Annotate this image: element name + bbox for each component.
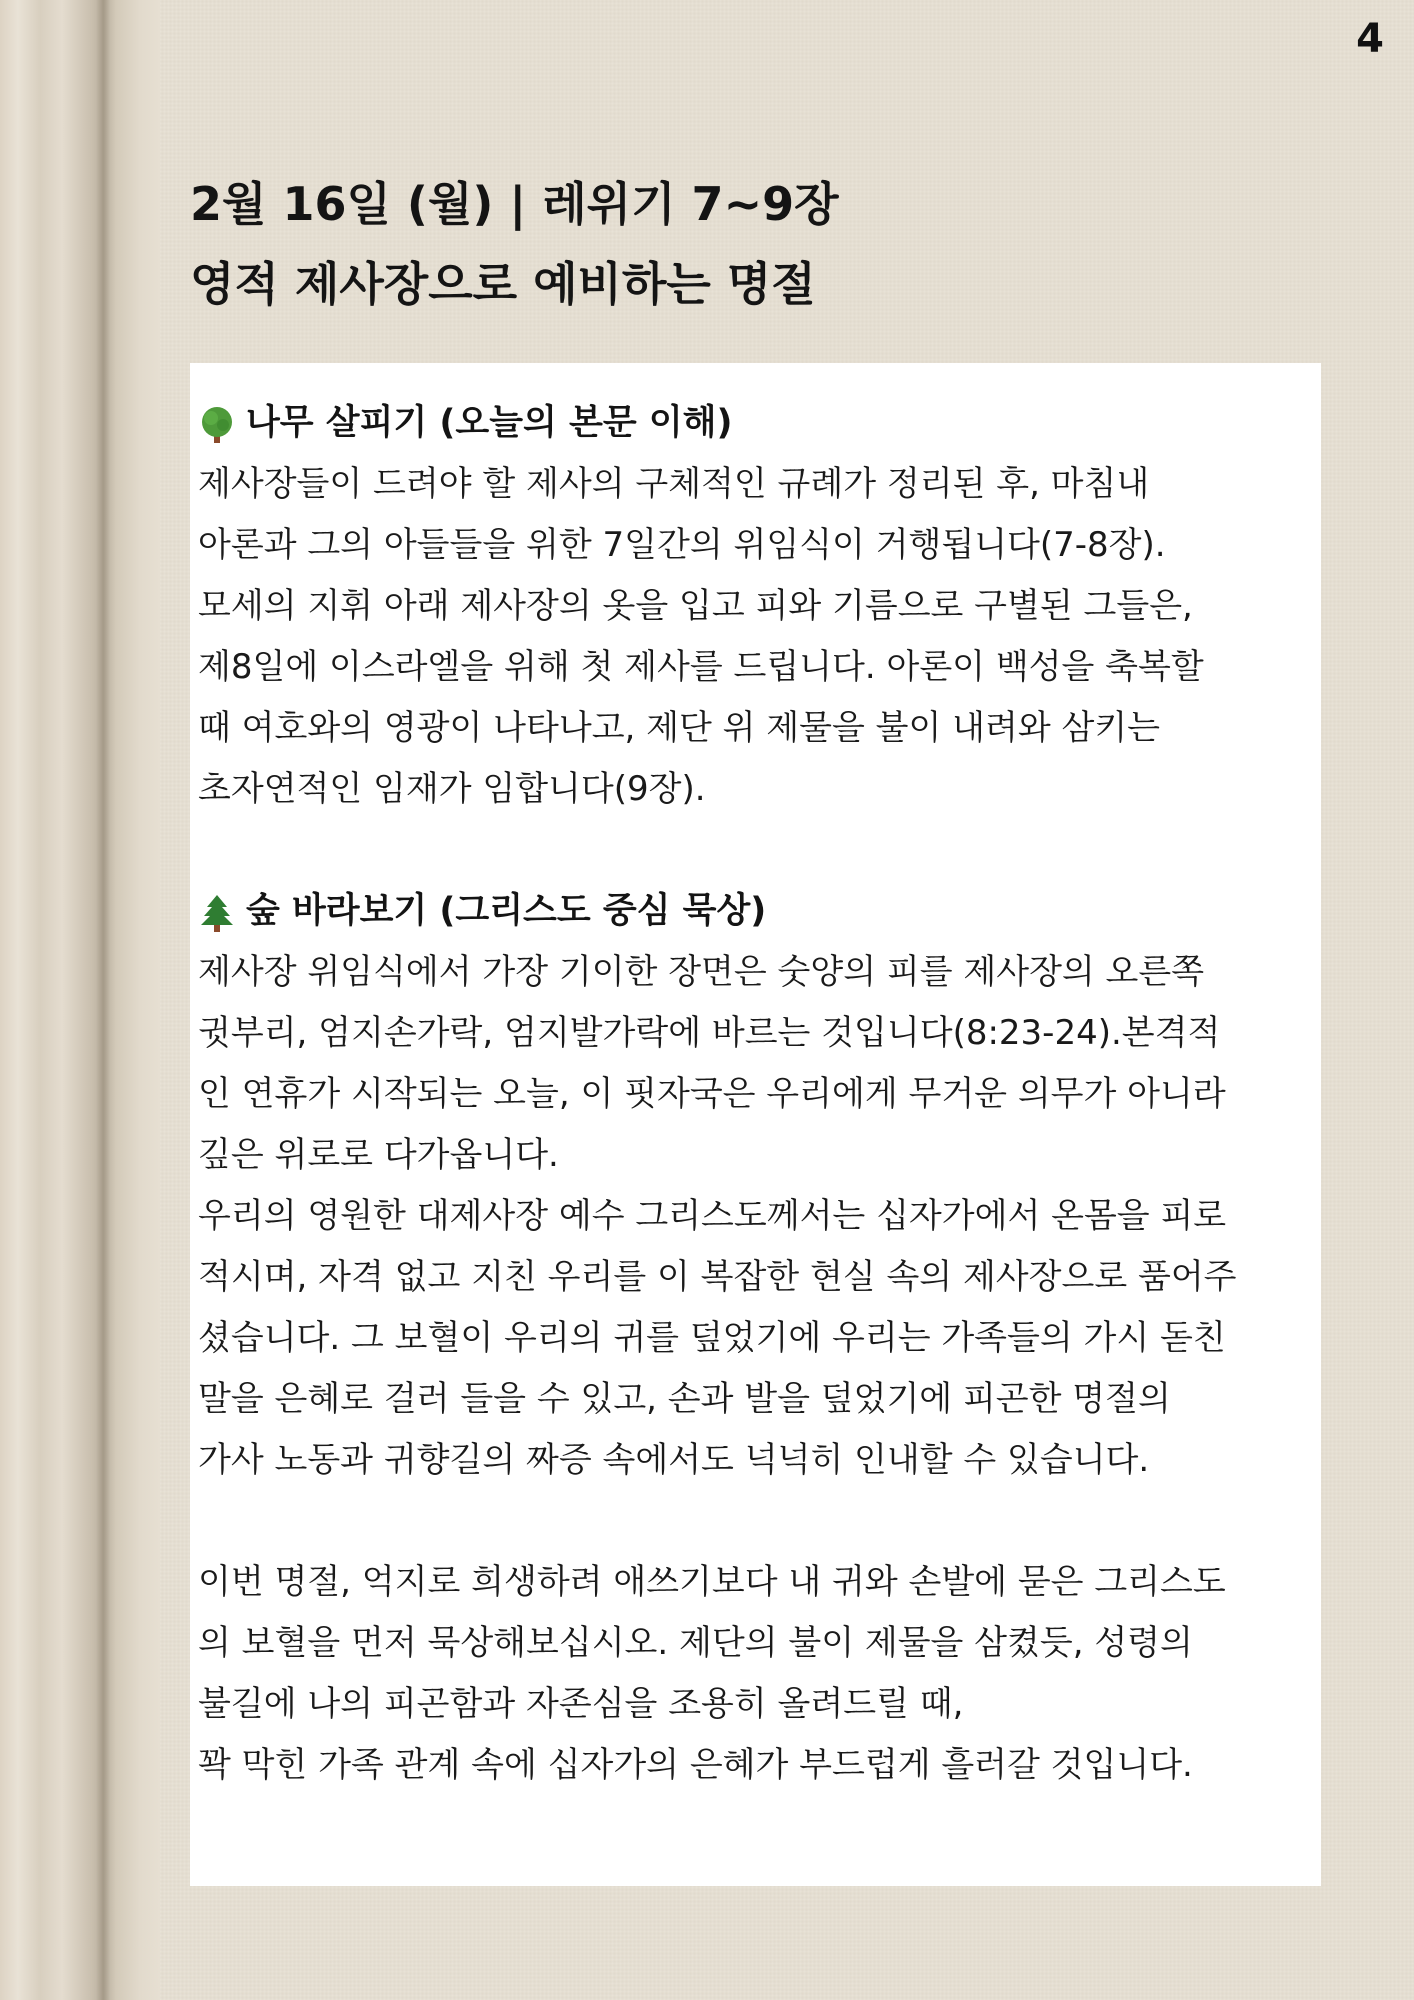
paragraph <box>198 1186 1311 1491</box>
section-forest-meditation <box>198 881 1311 1796</box>
text-line: 이번 명절, 억지로 희생하려 애쓰기보다 내 귀와 손발에 묻은 그리스도 <box>198 1562 1226 1602</box>
text-line: 인 연휴가 시작되는 오늘, 이 핏자국은 우리에게 무거운 의무가 아니라 <box>198 1074 1226 1114</box>
paragraph <box>198 1552 1311 1796</box>
spine-fold-shadow <box>96 0 110 2000</box>
paragraph-spacer <box>198 1491 1311 1552</box>
section-spacer <box>198 820 1311 881</box>
paragraph <box>198 454 1311 820</box>
text-line: 때 여호와의 영광이 나타나고, 제단 위 제물을 불이 내려와 삼키는 <box>198 708 1161 748</box>
text-line: 셨습니다. 그 보혈이 우리의 귀를 덮었기에 우리는 가족들의 가시 돋친 <box>198 1318 1226 1358</box>
text-line: 초자연적인 임재가 임합니다(9장). <box>198 769 706 809</box>
page-subtitle: 영적 제사장으로 예비하는 명절 <box>190 257 816 311</box>
page-title: 2월 16일 (월) | 레위기 7~9장 <box>190 177 839 231</box>
text-line: 깊은 위로로 다가옵니다. <box>198 1135 559 1175</box>
text-line: 가사 노동과 귀향길의 짜증 속에서도 넉넉히 인내할 수 있습니다. <box>198 1440 1150 1480</box>
text-line: 의 보혈을 먼저 묵상해보십시오. 제단의 불이 제물을 삼켰듯, 성령의 <box>198 1623 1193 1663</box>
book-spine <box>0 0 160 2000</box>
page-number: 4 <box>1356 16 1384 62</box>
page-header <box>190 172 1290 316</box>
content-card <box>190 363 1321 1886</box>
text-line: 귓부리, 엄지손가락, 엄지발가락에 바르는 것입니다(8:23-24).본격적 <box>198 1013 1221 1053</box>
section-heading-text: 나무 살피기 (오늘의 본문 이해) <box>246 403 733 443</box>
text-line: 제사장 위임식에서 가장 기이한 장면은 숫양의 피를 제사장의 오른쪽 <box>198 952 1205 992</box>
text-line: 아론과 그의 아들들을 위한 7일간의 위임식이 거행됩니다(7-8장). <box>198 525 1166 565</box>
text-line: 말을 은혜로 걸러 들을 수 있고, 손과 발을 덮었기에 피곤한 명절의 <box>198 1379 1171 1419</box>
text-line: 꽉 막힌 가족 관계 속에 십자가의 은혜가 부드럽게 흘러갈 것입니다. <box>198 1745 1193 1785</box>
text-line: 적시며, 자격 없고 지친 우리를 이 복잡한 현실 속의 제사장으로 품어주 <box>198 1257 1237 1297</box>
section-heading-text: 숲 바라보기 (그리스도 중심 묵상) <box>246 891 767 931</box>
section-heading <box>198 881 1311 942</box>
text-line: 모세의 지휘 아래 제사장의 옷을 입고 피와 기름으로 구별된 그들은, <box>198 586 1193 626</box>
text-line: 제8일에 이스라엘을 위해 첫 제사를 드립니다. 아론이 백성을 축복할 <box>198 647 1204 687</box>
text-line: 우리의 영원한 대제사장 예수 그리스도께서는 십자가에서 온몸을 피로 <box>198 1196 1227 1236</box>
deciduous-tree-icon <box>198 404 236 444</box>
text-line: 제사장들이 드려야 할 제사의 구체적인 규례가 정리된 후, 마침내 <box>198 464 1150 504</box>
paragraph <box>198 942 1311 1186</box>
section-tree-study <box>198 393 1311 820</box>
evergreen-tree-icon <box>198 892 236 932</box>
text-line: 불길에 나의 피곤함과 자존심을 조용히 올려드릴 때, <box>198 1684 964 1724</box>
section-heading <box>198 393 1311 454</box>
